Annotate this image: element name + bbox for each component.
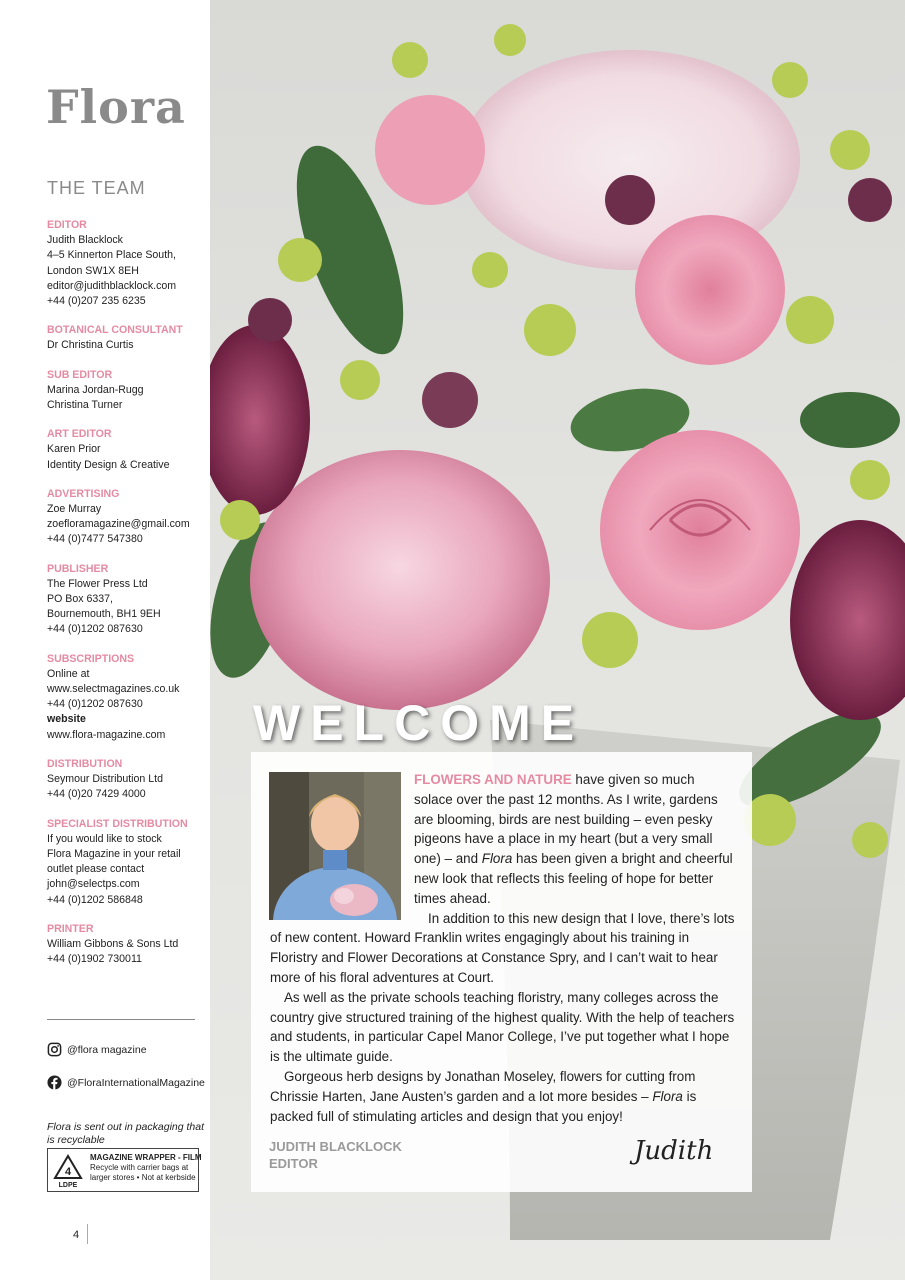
paragraph-4-end: is packed full of stimulating articles and design that you enjoy! <box>270 1088 697 1124</box>
recycle-number: 4 <box>64 1166 72 1178</box>
team-line: +44 (0)1202 087630 <box>47 623 143 636</box>
team-line: London SW1X 8EH <box>47 264 139 277</box>
recycle-line: Recycle with carrier bags at <box>90 1163 189 1172</box>
team-line: If you would like to stock <box>47 832 162 845</box>
team-line: outlet please contact <box>47 863 145 876</box>
flora-italic: Flora <box>652 1088 683 1104</box>
team-line: Seymour Distribution Ltd <box>47 773 163 786</box>
sidebar-divider <box>47 1019 195 1020</box>
page-number-rule <box>87 1224 88 1244</box>
page-number: 4 <box>73 1229 80 1241</box>
editorial-text <box>270 770 735 1126</box>
instagram-label: @flora magazine <box>67 1043 147 1056</box>
recycle-head: MAGAZINE WRAPPER - FILM <box>90 1153 202 1162</box>
role-printer: PRINTER <box>47 922 94 935</box>
paragraph-2: In addition to this new design that I love, there’s lots of new content. Howard Franklin writes engagingly about his training in Floristry and Flower Decorations at Constance Spry, and I can’t wait to hear more of his floral adventures at Court. <box>270 910 735 985</box>
magazine-logo: Flora <box>46 80 186 134</box>
team-line: +44 (0)7477 547380 <box>47 533 143 546</box>
paragraph-1-end: has been given a bright and cheerful new look that reflects this feeling of hope for better times ahead. <box>414 851 733 906</box>
team-line: Judith Blacklock <box>47 234 123 247</box>
team-line: +44 (0)1202 586848 <box>47 893 143 906</box>
recycle-note <box>47 1121 207 1146</box>
team-line: Online at <box>47 667 90 680</box>
team-title: THE TEAM <box>47 178 146 198</box>
editor-name: JUDITH BLACKLOCK <box>269 1139 402 1154</box>
recycle-text <box>90 1153 202 1183</box>
team-line: +44 (0)1202 087630 <box>47 698 143 711</box>
team-line: zoefloramagazine@gmail.com <box>47 518 190 531</box>
team-line: +44 (0)20 7429 4000 <box>47 788 146 801</box>
facebook-handle[interactable] <box>47 1075 205 1090</box>
paragraph-1-text: have given so much solace over the past 12 months. As I write, gardens are blooming, birds are nest building – even pesky pigeons have a place in my heart (but a very small one) – and <box>414 772 718 867</box>
team-line: 4–5 Kinnerton Place South, <box>47 249 176 262</box>
paragraph-4 <box>270 1067 735 1126</box>
team-line: PO Box 6337, <box>47 593 113 606</box>
recycle-code: LDPE <box>58 1182 78 1189</box>
team-line: editor@judithblacklock.com <box>47 279 177 292</box>
team-line: Flora Magazine in your retail <box>47 847 181 860</box>
team-line: +44 (0)1902 730011 <box>47 953 142 966</box>
team-line: The Flower Press Ltd <box>47 577 148 590</box>
team-line: Dr Christina Curtis <box>47 339 134 352</box>
lead-in: FLOWERS AND NATURE <box>414 772 572 787</box>
recycle-label-box <box>47 1148 202 1192</box>
role-sub-editor: SUB EDITOR <box>47 368 113 381</box>
role-specialist-distribution: SPECIALIST DISTRIBUTION <box>47 817 188 830</box>
role-advertising: ADVERTISING <box>47 487 120 500</box>
welcome-heading: WELCOME <box>253 695 585 751</box>
team-list <box>47 218 207 967</box>
paragraph-3: As well as the private schools teaching floristry, many colleges across the country give structured training of the highest quality. With the help of teachers and students, in particular Capel Manor College, I’ve put together what I hope is the ultimate guide. <box>270 989 735 1065</box>
editor-signoff <box>269 1138 402 1172</box>
role-botanical-consultant: BOTANICAL CONSULTANT <box>47 324 183 337</box>
recycle-note-text: Flora is sent out in packaging that is recyclable <box>47 1121 205 1146</box>
team-line: Bournemouth, BH1 9EH <box>47 608 161 621</box>
sidebar <box>0 0 210 1280</box>
team-line: Christina Turner <box>47 399 123 412</box>
team-line: john@selectps.com <box>47 878 140 891</box>
role-subscriptions: SUBSCRIPTIONS <box>47 652 135 665</box>
paragraph-4-text: Gorgeous herb designs by Jonathan Moseley, flowers for cutting from Chrissie Harten, Jane Austen’s garden and a lot more besides – <box>270 1068 696 1104</box>
facebook-label: @FloraInternationalMagazine <box>67 1076 205 1089</box>
team-line: +44 (0)207 235 6235 <box>47 295 146 308</box>
instagram-icon <box>47 1042 62 1057</box>
instagram-handle[interactable] <box>47 1042 147 1057</box>
team-line: www.flora-magazine.com <box>47 728 166 741</box>
team-line: William Gibbons & Sons Ltd <box>47 937 179 950</box>
flora-italic: Flora <box>481 851 513 867</box>
team-line: Karen Prior <box>47 443 101 456</box>
editor-signature: Judith <box>634 1136 714 1166</box>
team-line: Identity Design & Creative <box>47 458 170 471</box>
editor-role: EDITOR <box>269 1156 318 1171</box>
role-editor: EDITOR <box>47 219 87 231</box>
role-publisher: PUBLISHER <box>47 562 109 575</box>
team-line: www.selectmagazines.co.uk <box>47 683 180 696</box>
facebook-icon <box>47 1075 62 1090</box>
recycle-line: larger stores • Not at kerbside <box>90 1173 196 1182</box>
role-art-editor: ART EDITOR <box>47 428 112 441</box>
team-line: Marina Jordan-Rugg <box>47 383 144 396</box>
role-distribution: DISTRIBUTION <box>47 757 123 770</box>
recycle-icon <box>52 1153 84 1189</box>
team-line: website <box>47 713 86 726</box>
portrait-spacer <box>270 770 414 920</box>
team-line: Zoe Murray <box>47 503 102 516</box>
